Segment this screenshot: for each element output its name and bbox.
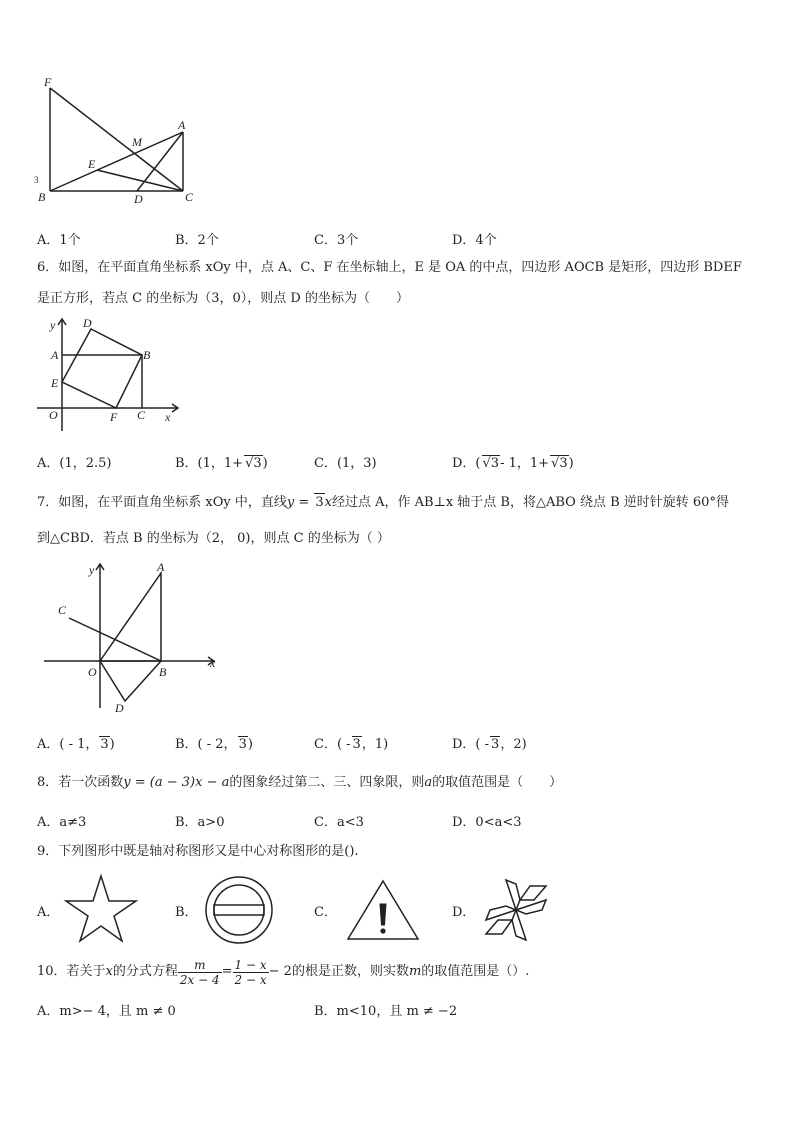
q8-option-a: A．a≠3 <box>37 815 87 830</box>
q9-option-c-warning-triangle-icon <box>345 878 421 942</box>
q8-stem: 8．若一次函数y = (a − 3)x − a的图象经过第二、三、四象限，则a的取值范围是（ ） <box>37 775 563 790</box>
q9-option-d-pinwheel-icon <box>480 874 552 946</box>
q5-option-c: C．3个 <box>314 233 359 248</box>
q7-label-C: C <box>58 603 67 617</box>
q6-label-x: x <box>165 410 171 424</box>
q7-label-x: x <box>210 656 216 670</box>
q6-label-O: O <box>49 408 58 422</box>
q7-option-d: D．( - 3，2) <box>452 737 527 752</box>
q7-option-c: C．( - 3，1) <box>314 737 389 752</box>
q7-label-O: O <box>88 665 97 679</box>
q9-option-b-circle-bar-icon <box>203 874 275 946</box>
q5-label-B: B <box>38 190 46 204</box>
q7-label-A: A <box>157 560 165 574</box>
q6-label-C: C <box>137 408 146 422</box>
q10-option-b: B．m<10，且 m ≠ −2 <box>314 1004 458 1019</box>
q8-option-b: B．a>0 <box>175 815 225 830</box>
q6-option-a: A．(1，2.5) <box>37 456 112 471</box>
q5-option-a: A．1个 <box>37 233 81 248</box>
q6-label-D: D <box>83 316 92 330</box>
q9-option-a-star-icon <box>63 874 139 944</box>
q7-option-a: A．( - 1， 3) <box>37 737 115 752</box>
q8-option-c: C．a<3 <box>314 815 364 830</box>
q5-label-M: M <box>132 135 142 149</box>
q5-label-C: C <box>185 190 194 204</box>
q6-option-c: C．(1，3) <box>314 456 377 471</box>
q6-figure <box>33 313 183 433</box>
q5-figure <box>30 70 210 210</box>
q7-figure <box>40 558 225 718</box>
q6-label-F: F <box>110 410 118 424</box>
q5-stray-mark: 3 <box>34 175 39 185</box>
q10-stem: 10．若关于 x 的分式方程 $\frac{m}{2x - 4}$ = $\frac{1 - x}{2 - x}$ − 2 的根是正数，则实数 m 的取值范围是（）. <box>37 957 530 987</box>
q9-option-d-letter: D． <box>452 905 476 920</box>
q7-option-b: B．( - 2， 3) <box>175 737 253 752</box>
q8-option-d: D．0<a<3 <box>452 815 522 830</box>
q9-option-c-letter: C． <box>314 905 337 920</box>
q5-label-A: A <box>178 118 186 132</box>
q6-option-b: B．(1，1+ √3) <box>175 456 268 471</box>
q9-stem: 9．下列图形中既是轴对称图形又是中心对称图形的是(). <box>37 844 359 859</box>
q9-option-a-letter: A． <box>37 905 60 920</box>
q7-stem-line2: 到△CBD．若点 B 的坐标为（2， 0)，则点 C 的坐标为（ ） <box>37 531 390 546</box>
q7-label-B: B <box>159 665 167 679</box>
q5-label-D: D <box>134 192 143 206</box>
q6-label-A: A <box>51 348 59 362</box>
q7-label-y: y <box>89 563 95 577</box>
q5-option-d: D．4个 <box>452 233 497 248</box>
q10-option-a: A．m>− 4，且 m ≠ 0 <box>37 1004 176 1019</box>
q6-label-y: y <box>50 318 56 332</box>
q5-label-E: E <box>88 157 96 171</box>
q6-option-d: D．( √3- 1，1+ √3) <box>452 456 574 471</box>
q7-label-D: D <box>115 701 124 715</box>
q6-label-B: B <box>143 348 151 362</box>
q5-label-F: F <box>44 75 52 89</box>
q6-label-E: E <box>51 376 59 390</box>
q5-option-b: B．2个 <box>175 233 219 248</box>
q6-stem-line1: 6．如图，在平面直角坐标系 xOy 中，点 A、C、F 在坐标轴上，E 是 OA 的中点，四边形 AOCB 是矩形，四边形 BDEF <box>37 260 742 275</box>
q9-option-b-letter: B． <box>175 905 198 920</box>
q7-stem-line1: 7．如图，在平面直角坐标系 xOy 中，直线y = 3x经过点 A，作 AB⊥x 轴于点 B，将△ABO 绕点 B 逆时针旋转 60°得 <box>37 495 729 510</box>
q6-stem-line2: 是正方形，若点 C 的坐标为（3，0），则点 D 的坐标为（ ） <box>37 291 409 306</box>
